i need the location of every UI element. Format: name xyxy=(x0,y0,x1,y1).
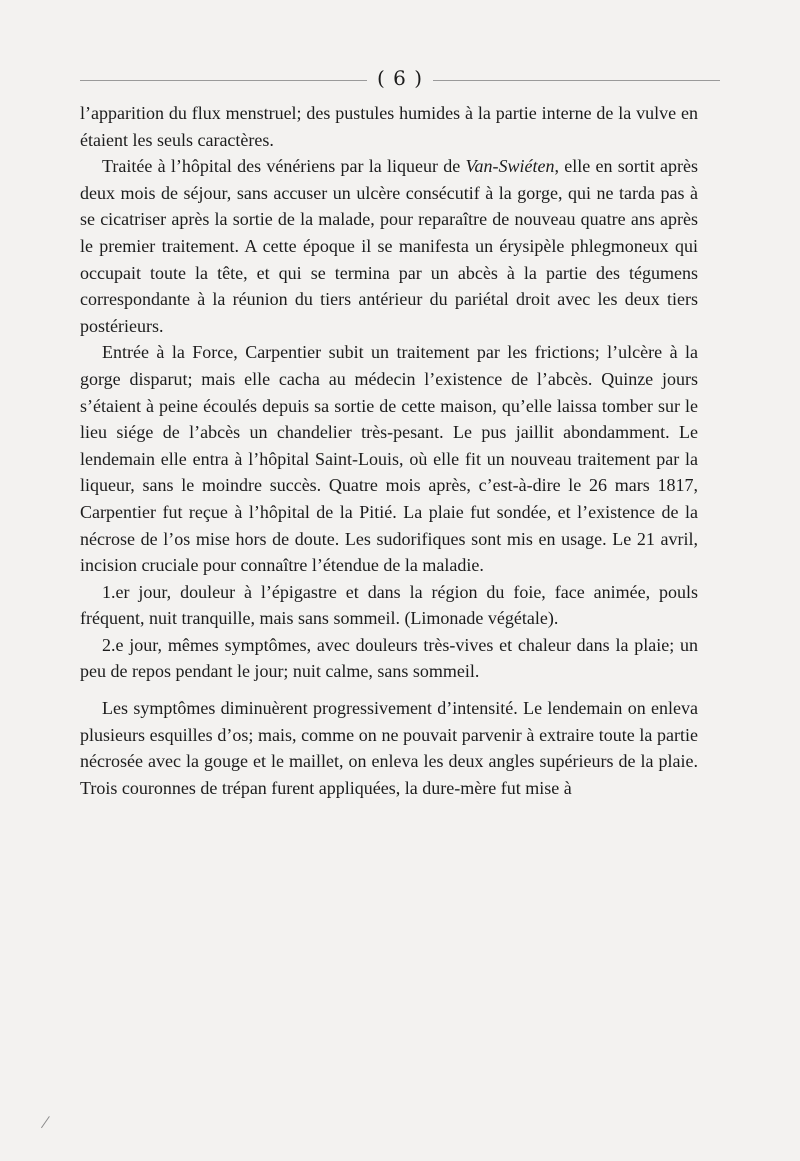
paragraph-2-start: Traitée à l’hôpital des vénériens par la liqueur de xyxy=(102,156,466,177)
van-swieten-name: Van-Swiéten xyxy=(465,156,555,177)
paragraph-2 xyxy=(80,153,698,339)
page-number xyxy=(0,66,800,90)
paragraph-3: Entrée à la Force, Carpentier subit un traitement par les frictions; l’ulcère à la gorge disparut; mais elle cacha au médecin l’existence de l’abcès. Quinze jours s’étaient à peine écoulés depuis sa sortie de cette maison, qu’elle laissa tomber sur le lieu siége de l’abcès un chandelier très-pesant. Le pus jaillit abondamment. Le lendemain elle entra à l’hôpital Saint-Louis, où elle fit un nouveau traitement par la liqueur, sans le moindre succès. Quatre mois après, c’est-à-dire le 26 mars 1817, Carpentier fut reçue à l’hôpital de la Pitié. La plaie fut sondée, et l’existence de la nécrose de l’os mise hors de doute. Les sudorifiques sont mis en usage. Le 21 avril, incision cruciale pour connaître l’étendue de la maladie. xyxy=(80,342,698,576)
paragraph-day-2: 2.e jour, mêmes symptômes, avec douleurs très-vives et chaleur dans la plaie; un peu de repos pendant le jour; nuit calme, sans sommeil. xyxy=(80,634,698,682)
paragraph-2-end: , elle en sortit après deux mois de séjour, sans accuser un ulcère consécutif à la gorge, qui ne tarda pas à se cicatriser après la sortie de la malade, pour reparaître de nouveau quatre ans après le premier traitement. A cette époque il se manifesta un érysipèle phlegmoneux qui occupait toute la tête, et qui se termina par un abcès à la partie des tégumens correspondante à la réunion du tiers antérieur du pariétal droit avec les deux tiers postérieurs. xyxy=(80,156,698,336)
body-text xyxy=(80,100,698,801)
paragraph-day-1: 1.er jour, douleur à l’épigastre et dans la région du foie, face animée, pouls fréquent, nuit tranquille, mais sans sommeil. (Limonade végétale). xyxy=(80,581,698,629)
paragraph-1: l’apparition du flux menstruel; des pustules humides à la partie interne de la vulve en étaient les seuls caractères. xyxy=(80,103,698,150)
margin-pencil-mark xyxy=(41,1116,58,1134)
page-number-text: ( 6 ) xyxy=(367,66,433,90)
paragraph-5: Les symptômes diminuèrent progressivement d’intensité. Le lendemain on enleva plusieurs esquilles d’os; mais, comme on ne pouvait parvenir à extraire toute la partie nécrosée avec la gouge et le maillet, on enleva les deux angles supérieurs de la plaie. Trois couronnes de trépan furent appliquées, la dure-mère fut mise à xyxy=(80,698,698,798)
